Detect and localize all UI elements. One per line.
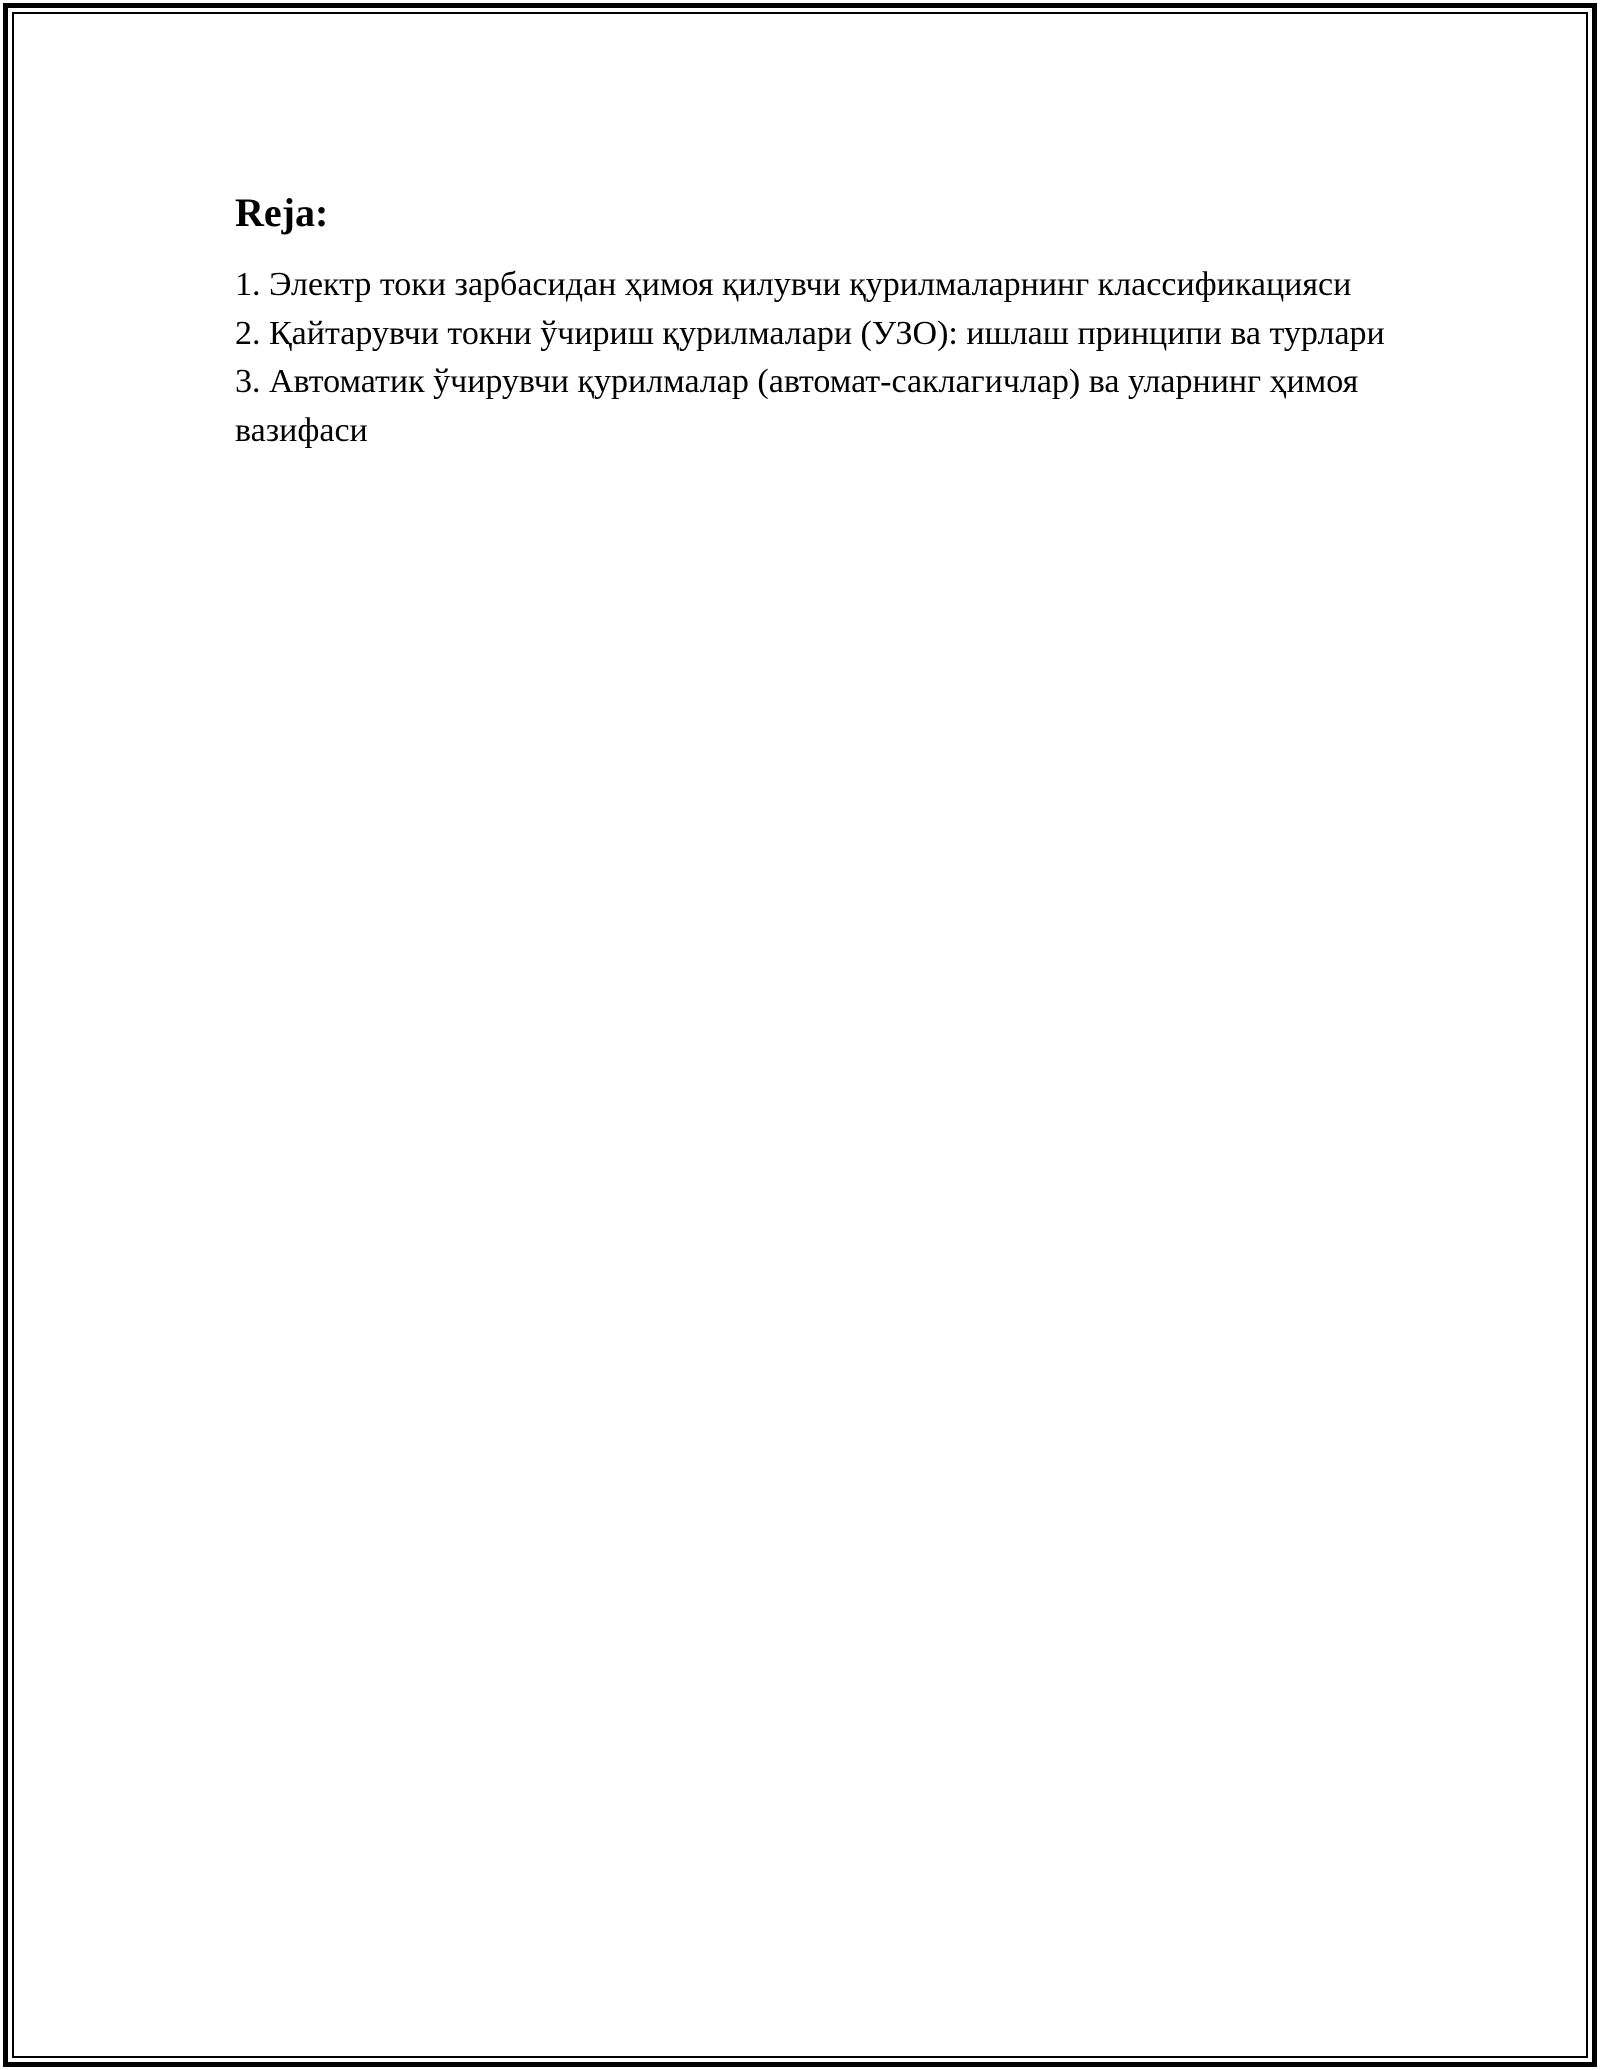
plan-item-1: 1. Электр токи зарбасидан ҳимоя қилувчи қурилмаларнинг классификацияси [235,266,1352,303]
plan-list [235,261,1385,455]
plan-item-3: 3. Автоматик ўчирувчи қурилмалар (автомат-саклагичлар) ва уларнинг ҳимоя вазифаси [235,363,1359,449]
plan-item-2: 2. Қайтарувчи токни ўчириш қурилмалари (УЗО): ишлаш принципи ва турлари [235,314,1385,352]
page-title: Reja: [235,190,329,235]
document-body [235,185,1385,455]
